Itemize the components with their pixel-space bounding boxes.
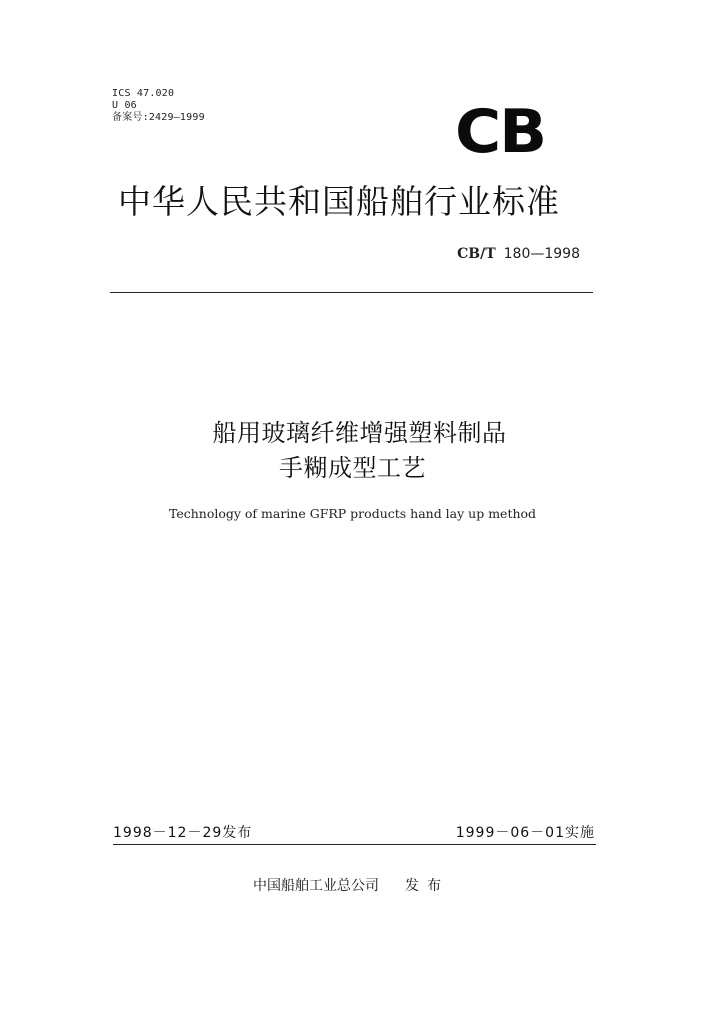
document-metadata bbox=[112, 88, 205, 124]
publisher-name: 中国船舶工业总公司 bbox=[253, 878, 379, 894]
publisher-line bbox=[253, 877, 449, 895]
cb-logo: CB bbox=[455, 97, 546, 167]
record-number: 备案号:2429—1999 bbox=[112, 112, 205, 123]
english-title: Technology of marine GFRP products hand lay up method bbox=[168, 506, 537, 521]
standard-prefix: CB/T bbox=[457, 246, 496, 262]
bottom-divider bbox=[113, 844, 596, 845]
issue-date: 1998－12－29发布 bbox=[113, 825, 253, 841]
classification-code: U 06 bbox=[112, 100, 137, 111]
document-title-line-2: 手糊成型工艺 bbox=[279, 454, 426, 482]
implementation-date: 1999－06－01实施 bbox=[455, 825, 595, 841]
ics-code: ICS 47.020 bbox=[112, 88, 175, 99]
standard-number bbox=[457, 246, 580, 262]
issuing-authority-title: 中华人民共和国船舶行业标准 bbox=[118, 182, 560, 221]
document-title-line-1: 船用玻璃纤维增强塑料制品 bbox=[212, 419, 507, 447]
publisher-action: 发布 bbox=[405, 878, 449, 894]
standard-code: 180—1998 bbox=[503, 246, 580, 262]
top-divider bbox=[110, 292, 593, 293]
